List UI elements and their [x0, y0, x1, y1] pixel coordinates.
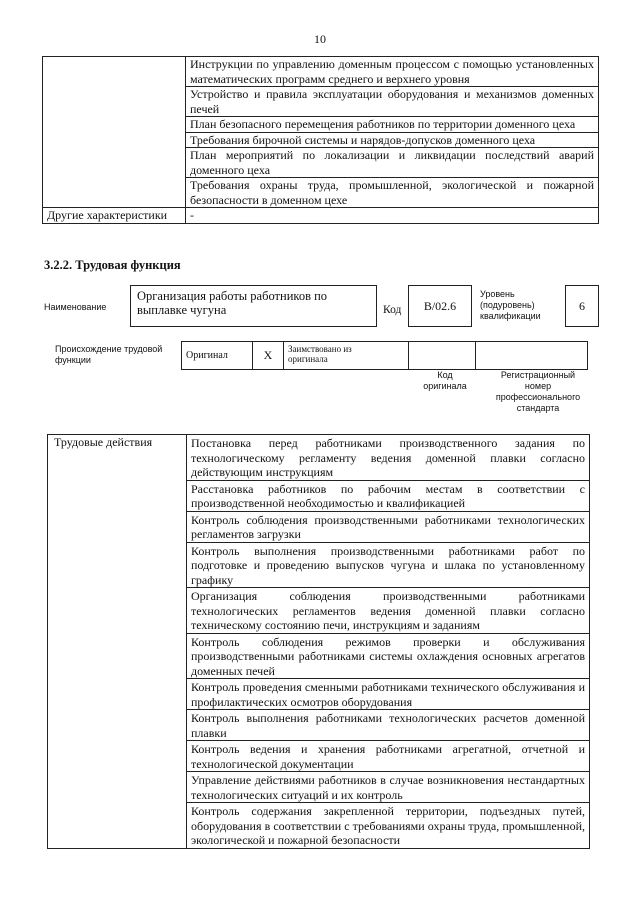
labor-action-item: Контроль содержания закрепленной территории, подъездных путей, оборудования в соответствии с требованиями охраны труда, промышленной, экологической и пожарной безопасности: [187, 803, 590, 849]
knowledge-item: Устройство и правила эксплуатации оборудования и механизмов доменных печей: [186, 87, 599, 117]
function-name-value: Организация работы работников по выплавке чугуна: [137, 289, 328, 317]
knowledge-item: Требования бирочной системы и нарядов-допусков доменного цеха: [186, 132, 599, 148]
labor-action-item: Расстановка работников по рабочим местам в соответствии с производственной необходимостью и квалификацией: [187, 480, 590, 511]
table-row: [43, 57, 599, 87]
labor-action-item: Контроль соблюдения режимов проверки и обслуживания производственными работниками системы охлаждения основных агрегатов доменных печей: [187, 633, 590, 679]
page-number: 10: [314, 32, 326, 46]
borrowed-line: оригинала: [288, 354, 328, 364]
knowledge-item: Требования охраны труда, промышленной, экологической и пожарной безопасности в доменном цехе: [186, 178, 599, 208]
qualification-level-label: [480, 289, 541, 322]
labor-actions-table: [47, 434, 590, 849]
original-code-cell: [409, 342, 476, 370]
knowledge-item: Инструкции по управлению доменным процессом с помощью установленных математических программ среднего и верхнего уровня: [186, 57, 599, 87]
labor-action-item: Контроль проведения сменными работниками технического обслуживания и профилактических осмотров оборудования: [187, 679, 590, 710]
empty-label-cell: [43, 57, 186, 208]
level-label-line: (подуровень): [480, 300, 535, 310]
code-value: В/02.6: [423, 299, 457, 313]
other-characteristics-value: -: [186, 208, 599, 224]
caption-line: стандарта: [516, 403, 560, 413]
origin-table: [181, 341, 588, 370]
origin-label: [55, 344, 162, 366]
original-mark: X: [253, 342, 284, 370]
caption-line: номер: [524, 381, 552, 391]
borrowed-cell: [284, 342, 409, 370]
borrowed-line: Заимствовано из: [288, 344, 352, 354]
labor-action-item: Контроль ведения и хранения работниками агрегатной, отчетной и технологической документации: [187, 741, 590, 772]
code-box: [408, 285, 472, 327]
knowledge-table-continuation: [42, 56, 599, 224]
qualification-level-box: [565, 285, 599, 327]
caption-line: Регистрационный: [500, 370, 576, 380]
original-cell: Оригинал: [182, 342, 253, 370]
knowledge-item: План безопасного перемещения работников по территории доменного цеха: [186, 117, 599, 133]
labor-action-item: Контроль соблюдения производственными работниками технологических регламентов загрузки: [187, 511, 590, 542]
origin-label-line: функции: [55, 355, 91, 365]
level-label-line: Уровень: [480, 289, 515, 299]
labor-action-item: Контроль выполнения производственными работниками работ по подготовке и проведению выпусков чугуна и шлака по установленному графику: [187, 542, 590, 588]
caption-line: профессионального: [495, 392, 581, 402]
caption-line: Код: [437, 370, 453, 380]
table-row: [48, 435, 590, 481]
labor-action-item: Управление действиями работников в случае возникновения нестандартных технологических ситуаций и их контроль: [187, 772, 590, 803]
registration-number-caption: [482, 370, 594, 414]
knowledge-item: План мероприятий по локализации и ликвидации последствий аварий доменного цеха: [186, 148, 599, 178]
section-heading: 3.2.2. Трудовая функция: [44, 258, 181, 272]
original-code-caption: [418, 370, 472, 392]
origin-label-line: Происхождение трудовой: [55, 344, 163, 354]
caption-line: оригинала: [423, 381, 467, 391]
other-characteristics-label: Другие характеристики: [43, 208, 186, 224]
name-label: Наименование: [44, 302, 107, 312]
table-row: [182, 342, 588, 370]
table-row: [43, 208, 599, 224]
function-name-box: [130, 285, 377, 327]
labor-action-item: Контроль выполнения работниками технологических расчетов доменной плавки: [187, 710, 590, 741]
code-label: Код: [383, 304, 402, 316]
qualification-level-value: 6: [579, 299, 585, 313]
registration-number-cell: [476, 342, 588, 370]
labor-action-item: Постановка перед работниками производственного задания по технологическому регламенту ведения доменной плавки согласно действующим инструкциям: [187, 435, 590, 481]
labor-action-item: Организация соблюдения производственными работниками технологических регламентов ведения доменной плавки согласно техническому состоянию печи, инструкциям и заданиям: [187, 588, 590, 634]
level-label-line: квалификации: [480, 311, 541, 321]
labor-actions-label: Трудовые действия: [48, 435, 187, 849]
